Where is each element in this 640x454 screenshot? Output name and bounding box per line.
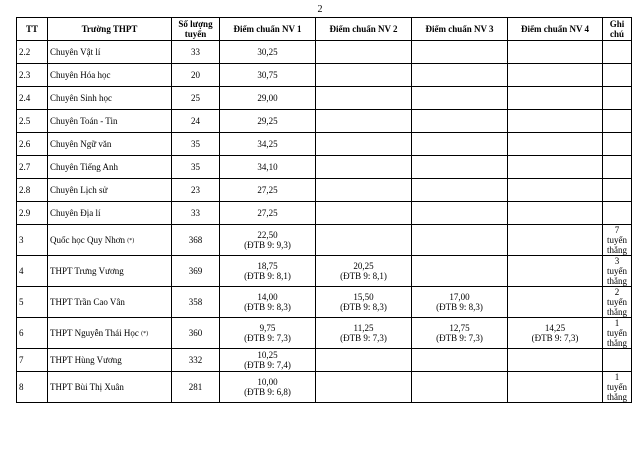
school-cell bbox=[48, 87, 172, 110]
nv3-cell bbox=[412, 87, 508, 110]
quota-cell bbox=[172, 225, 220, 256]
nv3-cell bbox=[412, 110, 508, 133]
table-row bbox=[17, 41, 632, 64]
row-number: 2.5 bbox=[19, 116, 31, 126]
nv1-cell bbox=[220, 133, 316, 156]
quota-cell bbox=[172, 110, 220, 133]
row-number-cell bbox=[17, 64, 48, 87]
nv3-cell bbox=[412, 179, 508, 202]
header-school: Trường THPT bbox=[48, 18, 172, 41]
nv4-cell bbox=[508, 287, 603, 318]
row-number-cell bbox=[17, 256, 48, 287]
school-cell bbox=[48, 156, 172, 179]
nv1-average: (ĐTB 9: 7,4) bbox=[244, 360, 291, 370]
nv1-score: 34,25 bbox=[257, 139, 278, 149]
nv3-cell bbox=[412, 372, 508, 403]
nv2-score: 11,25 bbox=[353, 323, 374, 333]
school-name: Chuyên Ngữ văn bbox=[50, 139, 112, 149]
nv3-average: (ĐTB 9: 7,3) bbox=[436, 333, 483, 343]
nv2-cell bbox=[316, 110, 412, 133]
quota-value: 20 bbox=[191, 70, 200, 80]
nv4-cell bbox=[508, 202, 603, 225]
school-cell bbox=[48, 372, 172, 403]
school-name: Chuyên Sinh học bbox=[50, 93, 112, 103]
nv1-score: 22,50 bbox=[257, 230, 278, 240]
quota-cell bbox=[172, 202, 220, 225]
note-text: 1 tuyển bbox=[607, 372, 627, 392]
nv2-cell bbox=[316, 349, 412, 372]
nv1-score: 10,25 bbox=[257, 350, 278, 360]
school-name: THPT Hùng Vương bbox=[50, 355, 122, 365]
nv4-cell bbox=[508, 41, 603, 64]
nv2-cell bbox=[316, 372, 412, 403]
note-cell bbox=[603, 179, 632, 202]
table-row bbox=[17, 202, 632, 225]
nv1-average: (ĐTB 9: 9,3) bbox=[244, 240, 291, 250]
header-nv3: Điểm chuẩn NV 3 bbox=[412, 18, 508, 41]
table-row bbox=[17, 287, 632, 318]
row-number: 2.6 bbox=[19, 139, 31, 149]
quota-value: 25 bbox=[191, 93, 200, 103]
nv1-score: 29,00 bbox=[257, 93, 278, 103]
school-name: Chuyên Lịch sử bbox=[50, 185, 108, 195]
quota-value: 368 bbox=[188, 235, 203, 245]
quota-cell bbox=[172, 349, 220, 372]
row-number: 2.7 bbox=[19, 162, 31, 172]
quota-value: 358 bbox=[188, 297, 203, 307]
nv1-cell bbox=[220, 64, 316, 87]
nv2-cell bbox=[316, 256, 412, 287]
nv3-cell bbox=[412, 133, 508, 156]
school-mark: (*) bbox=[141, 330, 149, 337]
note-text: 3 tuyển bbox=[607, 256, 627, 276]
nv2-average: (ĐTB 9: 8,1) bbox=[340, 271, 387, 281]
header-nv1: Điểm chuẩn NV 1 bbox=[220, 18, 316, 41]
quota-value: 369 bbox=[188, 266, 203, 276]
row-number: 2.8 bbox=[19, 185, 31, 195]
quota-value: 23 bbox=[191, 185, 200, 195]
note-cell bbox=[603, 110, 632, 133]
table-row bbox=[17, 225, 632, 256]
row-number-cell bbox=[17, 287, 48, 318]
nv4-cell bbox=[508, 179, 603, 202]
school-name: THPT Bùi Thị Xuân bbox=[50, 382, 124, 392]
school-cell bbox=[48, 202, 172, 225]
header-quota: Số lượng tuyển bbox=[172, 18, 220, 41]
nv4-cell bbox=[508, 256, 603, 287]
school-cell bbox=[48, 64, 172, 87]
nv3-cell bbox=[412, 287, 508, 318]
quota-value: 35 bbox=[191, 139, 200, 149]
table-row bbox=[17, 64, 632, 87]
note-cell bbox=[603, 156, 632, 179]
nv3-cell bbox=[412, 64, 508, 87]
nv3-cell bbox=[412, 318, 508, 349]
school-name: Chuyên Toán - Tin bbox=[50, 116, 118, 126]
row-number: 2.3 bbox=[19, 70, 31, 80]
row-number: 3 bbox=[19, 235, 24, 245]
note-text-2: thẳng bbox=[607, 307, 627, 317]
nv1-cell bbox=[220, 202, 316, 225]
nv2-cell bbox=[316, 64, 412, 87]
row-number-cell bbox=[17, 318, 48, 349]
nv1-cell bbox=[220, 318, 316, 349]
note-text-2: thẳng bbox=[607, 245, 627, 255]
quota-cell bbox=[172, 87, 220, 110]
nv2-cell bbox=[316, 133, 412, 156]
nv1-cell bbox=[220, 256, 316, 287]
note-text-2: thẳng bbox=[607, 276, 627, 286]
nv1-cell bbox=[220, 287, 316, 318]
nv1-cell bbox=[220, 349, 316, 372]
nv2-cell bbox=[316, 225, 412, 256]
row-number: 4 bbox=[19, 266, 24, 276]
nv4-average: (ĐTB 9: 7,3) bbox=[531, 333, 579, 343]
row-number-cell bbox=[17, 41, 48, 64]
nv1-score: 30,25 bbox=[257, 47, 278, 57]
note-cell bbox=[603, 372, 632, 403]
school-name: Chuyên Hóa học bbox=[50, 70, 111, 80]
nv1-cell bbox=[220, 372, 316, 403]
school-name: Chuyên Vật lí bbox=[50, 47, 101, 57]
row-number: 2.2 bbox=[19, 47, 31, 57]
school-name: Chuyên Địa lí bbox=[50, 208, 101, 218]
table-row bbox=[17, 87, 632, 110]
row-number-cell bbox=[17, 225, 48, 256]
row-number-cell bbox=[17, 202, 48, 225]
nv1-score: 18,75 bbox=[257, 261, 278, 271]
nv1-average: (ĐTB 9: 8,3) bbox=[244, 302, 291, 312]
nv4-cell bbox=[508, 110, 603, 133]
school-cell bbox=[48, 225, 172, 256]
row-number: 2.9 bbox=[19, 208, 31, 218]
row-number: 6 bbox=[19, 328, 24, 338]
nv1-cell bbox=[220, 87, 316, 110]
nv4-cell bbox=[508, 87, 603, 110]
nv2-average: (ĐTB 9: 7,3) bbox=[340, 333, 387, 343]
note-text: 2 tuyển bbox=[607, 287, 627, 307]
quota-cell bbox=[172, 64, 220, 87]
quota-cell bbox=[172, 133, 220, 156]
row-number: 7 bbox=[19, 355, 24, 365]
nv2-average: (ĐTB 9: 8,3) bbox=[340, 302, 387, 312]
note-cell bbox=[603, 318, 632, 349]
nv1-score: 29,25 bbox=[257, 116, 278, 126]
nv3-cell bbox=[412, 349, 508, 372]
school-cell bbox=[48, 349, 172, 372]
row-number-cell bbox=[17, 179, 48, 202]
nv3-cell bbox=[412, 41, 508, 64]
nv3-cell bbox=[412, 225, 508, 256]
quota-cell bbox=[172, 256, 220, 287]
row-number: 5 bbox=[19, 297, 24, 307]
note-text: 7 tuyển bbox=[607, 225, 627, 245]
nv1-cell bbox=[220, 156, 316, 179]
quota-cell bbox=[172, 179, 220, 202]
note-cell bbox=[603, 133, 632, 156]
nv1-score: 27,25 bbox=[257, 185, 278, 195]
admission-scores-table bbox=[16, 17, 632, 403]
nv1-score: 27,25 bbox=[257, 208, 278, 218]
nv2-cell bbox=[316, 87, 412, 110]
header-nv2: Điểm chuẩn NV 2 bbox=[316, 18, 412, 41]
nv2-score: 15,50 bbox=[353, 292, 374, 302]
school-name: THPT Trần Cao Vân bbox=[50, 297, 125, 307]
school-name: Chuyên Tiếng Anh bbox=[50, 162, 119, 172]
row-number-cell bbox=[17, 133, 48, 156]
quota-value: 360 bbox=[188, 328, 203, 338]
quota-cell bbox=[172, 287, 220, 318]
nv1-cell bbox=[220, 110, 316, 133]
nv4-cell bbox=[508, 156, 603, 179]
note-text-2: thẳng bbox=[607, 392, 627, 402]
note-text: 1 tuyển bbox=[607, 318, 627, 338]
note-cell bbox=[603, 41, 632, 64]
quota-cell bbox=[172, 318, 220, 349]
table-row bbox=[17, 372, 632, 403]
nv1-cell bbox=[220, 179, 316, 202]
school-cell bbox=[48, 133, 172, 156]
quota-value: 35 bbox=[191, 162, 200, 172]
quota-cell bbox=[172, 41, 220, 64]
nv1-score: 9,75 bbox=[259, 323, 276, 333]
row-number-cell bbox=[17, 110, 48, 133]
row-number-cell bbox=[17, 349, 48, 372]
note-cell bbox=[603, 349, 632, 372]
note-cell bbox=[603, 64, 632, 87]
header-row bbox=[17, 18, 632, 41]
row-number-cell bbox=[17, 372, 48, 403]
school-mark: (*) bbox=[127, 237, 135, 244]
nv3-cell bbox=[412, 202, 508, 225]
nv1-score: 30,75 bbox=[257, 70, 278, 80]
school-cell bbox=[48, 110, 172, 133]
note-text-2: thẳng bbox=[607, 338, 627, 348]
table-row bbox=[17, 318, 632, 349]
nv2-cell bbox=[316, 179, 412, 202]
nv1-score: 34,10 bbox=[257, 162, 278, 172]
school-name: THPT Trưng Vương bbox=[50, 266, 124, 276]
quota-value: 33 bbox=[191, 47, 200, 57]
nv4-cell bbox=[508, 349, 603, 372]
nv1-cell bbox=[220, 41, 316, 64]
quota-value: 33 bbox=[191, 208, 200, 218]
page-number: 2 bbox=[317, 4, 323, 15]
table-row bbox=[17, 110, 632, 133]
school-name: THPT Nguyễn Thái Học bbox=[50, 327, 139, 338]
school-cell bbox=[48, 256, 172, 287]
quota-value: 24 bbox=[191, 116, 200, 126]
nv3-average: (ĐTB 9: 8,3) bbox=[436, 302, 483, 312]
nv1-score: 14,00 bbox=[257, 292, 278, 302]
nv4-cell bbox=[508, 318, 603, 349]
nv2-cell bbox=[316, 156, 412, 179]
nv4-cell bbox=[508, 64, 603, 87]
quota-cell bbox=[172, 372, 220, 403]
quota-value: 281 bbox=[188, 382, 203, 392]
row-number-cell bbox=[17, 87, 48, 110]
table-row bbox=[17, 256, 632, 287]
table-row bbox=[17, 179, 632, 202]
nv3-score: 17,00 bbox=[449, 292, 470, 302]
table-body bbox=[17, 41, 632, 403]
school-name: Quốc học Quy Nhơn bbox=[50, 234, 125, 245]
school-cell bbox=[48, 318, 172, 349]
nv1-score: 10,00 bbox=[257, 377, 278, 387]
note-cell bbox=[603, 225, 632, 256]
row-number: 2.4 bbox=[19, 93, 31, 103]
row-number: 8 bbox=[19, 382, 24, 392]
nv4-cell bbox=[508, 225, 603, 256]
quota-value: 332 bbox=[188, 355, 203, 365]
nv2-cell bbox=[316, 41, 412, 64]
quota-cell bbox=[172, 156, 220, 179]
nv2-cell bbox=[316, 318, 412, 349]
note-cell bbox=[603, 287, 632, 318]
school-cell bbox=[48, 179, 172, 202]
school-cell bbox=[48, 287, 172, 318]
nv3-score: 12,75 bbox=[449, 323, 470, 333]
header-nv4: Điểm chuẩn NV 4 bbox=[508, 18, 603, 41]
nv1-average: (ĐTB 9: 8,1) bbox=[244, 271, 291, 281]
school-cell bbox=[48, 41, 172, 64]
row-number-cell bbox=[17, 156, 48, 179]
note-cell bbox=[603, 87, 632, 110]
nv2-score: 20,25 bbox=[353, 261, 374, 271]
nv2-cell bbox=[316, 287, 412, 318]
nv1-average: (ĐTB 9: 6,8) bbox=[244, 387, 291, 397]
header-note: Ghi chú bbox=[603, 18, 632, 41]
table-row bbox=[17, 349, 632, 372]
nv3-cell bbox=[412, 256, 508, 287]
nv2-cell bbox=[316, 202, 412, 225]
note-cell bbox=[603, 256, 632, 287]
header-tt: TT bbox=[17, 18, 48, 41]
nv3-cell bbox=[412, 156, 508, 179]
nv4-cell bbox=[508, 372, 603, 403]
nv1-cell bbox=[220, 225, 316, 256]
nv4-cell bbox=[508, 133, 603, 156]
table-row bbox=[17, 133, 632, 156]
nv4-score: 14,25 bbox=[544, 323, 566, 333]
table-row bbox=[17, 156, 632, 179]
note-cell bbox=[603, 202, 632, 225]
nv1-average: (ĐTB 9: 7,3) bbox=[244, 333, 291, 343]
